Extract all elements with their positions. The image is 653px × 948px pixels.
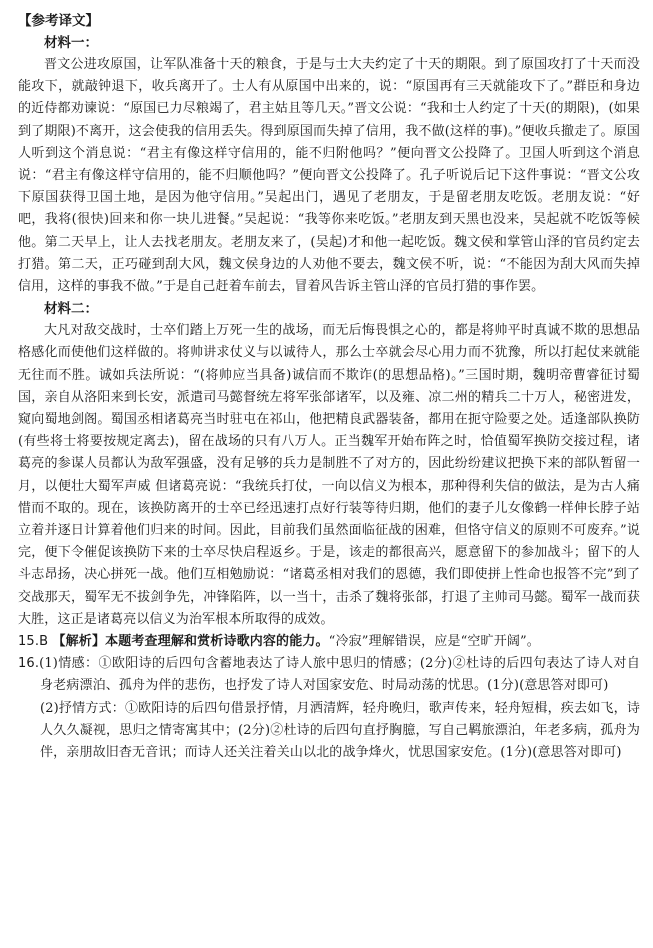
analysis-tag: 【解析】 — [52, 634, 106, 650]
answer-15-lead: 本题考查理解和赏析诗歌内容的能力。 — [105, 634, 329, 650]
answer-16-part-1-text: (1)情感：①欧阳诗的后四句含蓄地表达了诗人旅中思归的情感；(2分)②杜诗的后四句表达了诗人对自身老病漂泊、孤舟为伴的悲伤，也抒发了诗人对国家安危、时局动荡的忧思。(1分)(意思答对即可) — [39, 656, 640, 694]
answer-16-number: 16. — [18, 656, 40, 672]
answer-16-part-1 — [18, 653, 640, 697]
material-2-text: 大凡对敌交战时，士卒们踏上万死一生的战场，而无后悔畏惧之心的，都是将帅平时真诚不欺的思想品格感化而使他们这样做的。将帅讲求仗义与以诚待人，那么士卒就会尽心用力而不犹豫，所以打起仗来就能无往而不胜。诚如兵法所说：“(将帅应当具备)诚信而不欺诈(的思想品格)。”三国时期，魏明帝曹睿征讨蜀国，亲自从洛阳来到长安，派遣司马懿督统左将军张郃诸军，以及雍、凉二州的精兵二十万人，秘密进发，窥向蜀地剑阁。蜀国丞相诸葛亮当时驻屯在祁山，他把精良武器装备，都用在扼守险要之处。适逢部队换防(有些将士将要按规定离去)，留在战场的只有八万人。正当魏军开始布阵之时，恰值蜀军换防交接过程，诸葛亮的参谋人员都认为敌军强盛，没有足够的兵力是制胜不了对方的，因此纷纷建议把换下来的部队暂留一月，以便壮大蜀军声威 但诸葛亮说：“我统兵打仗，一向以信义为根本，那种得利失信的做法，是为古人痛惜而不取的。现在，该换防离开的士卒已经迅速打点好行装等待归期，他们的妻子儿女像鹤一样伸长脖子站立着并逐日计算着他们归来的时间。因此，目前我们虽然面临征战的困难，但恪守信义的原则不可废弃。”说完，便下令催促该换防下来的士卒尽快启程返乡。于是，该走的都很高兴，愿意留下的参加战斗；留下的人斗志昂扬，决心拼死一战。他们互相勉励说：“诸葛丞相对我们的恩德，我们即使拼上性命也报答不完”到了交战那天，蜀军无不拔剑争先，冲锋陷阵，以一当十，击杀了魏将张郃，打退了主帅司马懿。蜀军一战而获大胜，这正是诸葛亮以信义为治军根本所取得的成效。 — [18, 323, 640, 627]
answer-15-text: “冷寂”理解错误，应是“空旷开阔”。 — [328, 634, 540, 650]
material-2-heading: 材料二： — [44, 301, 98, 318]
material-1-text: 晋文公进攻原国，让军队准备十天的粮食，于是与士大夫约定了十天的期限。到了原国攻打了十天而没能攻下，就敲钟退下，收兵离开了。士人有从原国中出来的，说：“原国再有三天就能攻下了。”群臣和身边的近侍都劝谏说：“原国已力尽粮竭了，君主姑且等几天。”晋文公说：“我和士人约定了十天(的期限)，(如果到了期限)不离开，这会使我的信用丢失。得到原国而失掉了信用，我不做(这样的事)。”便收兵撤走了。原国人听到这个消息说：“君主有像这样守信用的，能不归附他吗？”便向晋文公投降了。卫国人听到这个消息说：“君主有像这样守信用的，能不归顺他吗？”便向晋文公投降了。孔子听说后记下这件事说：“晋文公攻下原国获得卫国土地，是因为他守信用。”吴起出门，遇见了老朋友，于是留老朋友吃饭。老朋友说：“好吧，我将(很快)回来和你一块儿进餐。”吴起说：“我等你来吃饭。”老朋友到天黑也没来，吴起就不吃饭等候他。第二天早上，让人去找老朋友。老朋友来了，(吴起)才和他一起吃饭。魏文侯和掌管山泽的官员约定去打猎。第二天，正巧碰到刮大风，魏文侯身边的人劝他不要去，魏文侯不听，说：“不能因为刮大风而失掉信用，这样的事我不做。”于是自己赶着车前去，冒着风告诉主管山泽的官员打猎的事作罢。 — [18, 57, 640, 295]
answer-15 — [18, 631, 640, 653]
material-1-heading: 材料一： — [44, 35, 98, 51]
answer-15-number: 15.B — [18, 634, 49, 650]
answer-16-part-2 — [18, 698, 640, 765]
answer-16-part-2-text: (2)抒情方式：①欧阳诗的后四句借景抒情，月洒清辉，轻舟晚归，歌声传来，轻舟短楫，疾去如飞，诗人久久凝视，思归之情寄寓其中；(2分)②杜诗的后四句直抒胸臆，写自己羁旅漂泊，年老多病，孤舟为伴，亲朋故旧杳无音讯；而诗人还关注着关山以北的战争烽火，忧思国家安危。(1分)(意思答对即可) — [40, 700, 640, 761]
section-title: 【参考译文】 — [18, 13, 99, 29]
document-page — [18, 10, 640, 764]
